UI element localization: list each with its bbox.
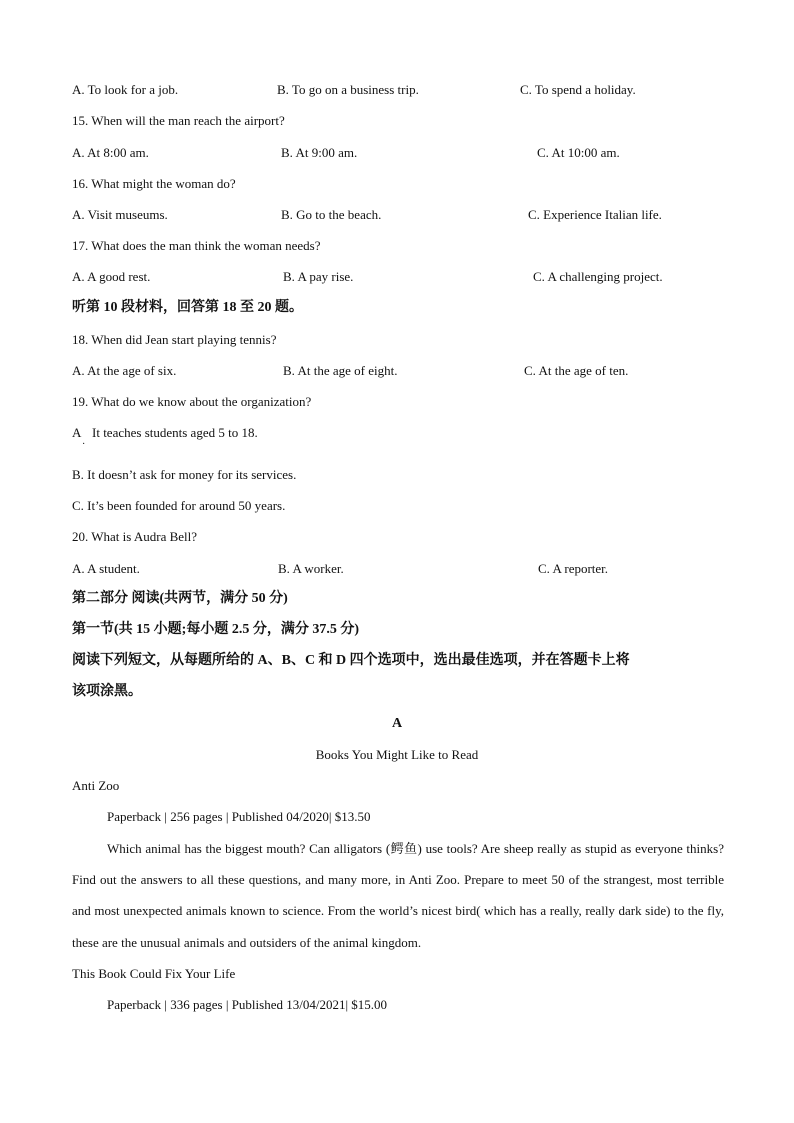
q20-option-b: B. A worker.	[278, 561, 344, 576]
q18-question: 18. When did Jean start playing tennis?	[72, 332, 277, 347]
q16-question: 16. What might the woman do?	[72, 176, 236, 191]
q19-option-b: B. It doesn’t ask for money for its services.	[72, 467, 297, 482]
q15-option-a: A. At 8:00 am.	[72, 145, 149, 160]
q17-option-a: A. A good rest.	[72, 269, 151, 284]
q16-option-c: C. Experience Italian life.	[528, 207, 662, 222]
q19-option-a-dot: ·	[82, 439, 86, 450]
q15-option-b: B. At 9:00 am.	[281, 145, 358, 160]
q14-option-a: A. To look for a job.	[72, 82, 179, 97]
q18-option-c: C. At the age of ten.	[524, 363, 629, 378]
q17-option-c: C. A challenging project.	[533, 269, 663, 284]
q16-option-b: B. Go to the beach.	[281, 207, 382, 222]
section-10-instruction: 听第 10 段材料，回答第 18 至 20 题。	[72, 300, 303, 315]
q20-option-c: C. A reporter.	[538, 561, 609, 576]
part-two-title: 第二部分 阅读(共两节，满分 50 分)	[72, 591, 288, 606]
book2-title: This Book Could Fix Your Life	[72, 966, 236, 981]
q17-question: 17. What does the man think the woman needs?	[72, 238, 321, 253]
section-one-title: 第一节(共 15 小题;每小题 2.5 分，满分 37.5 分)	[72, 622, 359, 637]
book1-title: Anti Zoo	[72, 778, 120, 793]
q20-question: 20. What is Audra Bell?	[72, 529, 198, 544]
passage-title: Books You Might Like to Read	[315, 747, 479, 762]
q14-option-b: B. To go on a business trip.	[277, 82, 419, 97]
q18-option-b: B. At the age of eight.	[283, 363, 398, 378]
q15-option-c: C. At 10:00 am.	[537, 145, 620, 160]
reading-instruction-line-2: 该项涂黑。	[72, 684, 142, 699]
q19-option-a-text: It teaches students aged 5 to 18.	[92, 425, 258, 440]
q17-option-b: B. A pay rise.	[283, 269, 354, 284]
passage-letter: A	[391, 716, 403, 731]
q19-option-a-letter: A	[72, 425, 82, 440]
book2-info: Paperback | 336 pages | Published 13/04/2021| $15.00	[107, 997, 388, 1012]
q19-option-c: C. It’s been founded for around 50 years.	[72, 498, 286, 513]
q20-option-a: A. A student.	[72, 561, 140, 576]
q18-option-a: A. At the age of six.	[72, 363, 177, 378]
q15-question: 15. When will the man reach the airport?	[72, 113, 285, 128]
book1-description: Which animal has the biggest mouth? Can alligators (鳄鱼) use tools? Are sheep really as stupid as everyone thinks? Find out the answers to all these questions, and many more, in Anti Zoo. Prepare to meet 50 of the strangest, most terrible and most unexpected animals known to science. From the world’s nicest bird( which has a really, really dark side) to the fly, these are the unusual animals and outsiders of the animal kingdom.	[72, 841, 724, 950]
reading-instruction-line-1: 阅读下列短文，从每题所给的 A、B、C 和 D 四个选项中，选出最佳选项，并在答题卡上将	[72, 653, 630, 668]
book1-info: Paperback | 256 pages | Published 04/2020| $13.50	[107, 809, 371, 824]
q16-option-a: A. Visit museums.	[72, 207, 168, 222]
q14-option-c: C. To spend a holiday.	[520, 82, 636, 97]
q19-question: 19. What do we know about the organization?	[72, 394, 312, 409]
